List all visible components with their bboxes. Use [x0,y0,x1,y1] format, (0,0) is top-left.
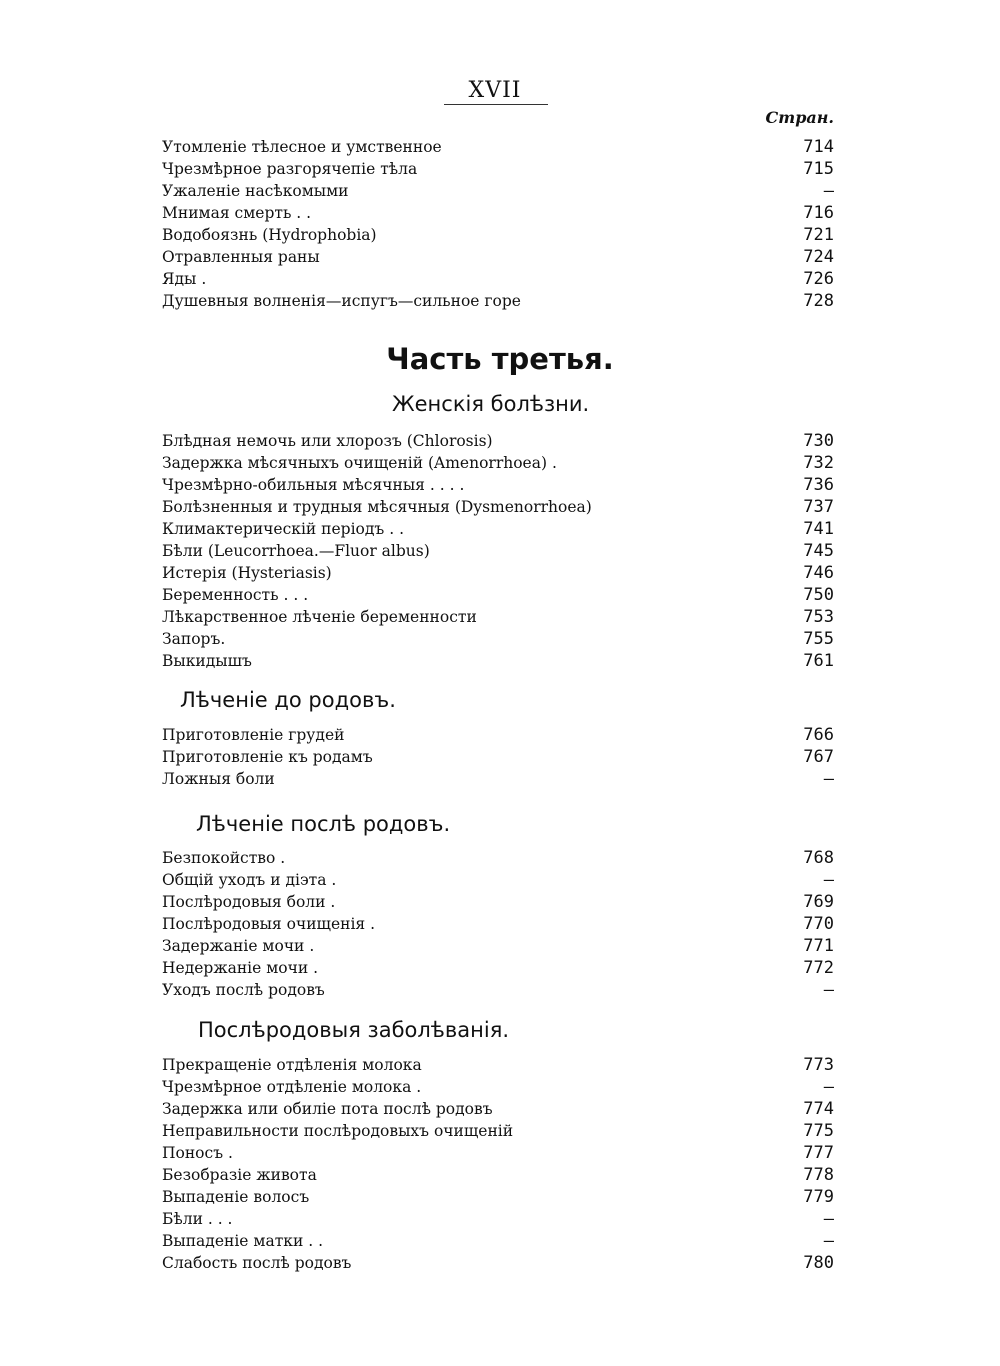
toc-entry [162,628,834,650]
toc-entry [162,1230,834,1252]
toc-entry-title: Безпокойство . [162,849,286,867]
toc-entry-title: Беременность . . . [162,586,309,604]
toc-entry-title: Задержка мѣсячныхъ очищеній (Amenorrhoea) . [162,454,557,472]
toc-entry-title: Задержаніе мочи . [162,937,315,955]
toc-entry-page: 714 [803,137,834,157]
toc-entry-page: 768 [803,848,834,868]
toc-entry [162,136,834,158]
toc-entry [162,224,834,246]
toc-entry-page: 750 [803,585,834,605]
toc-entry-page: 780 [803,1253,834,1273]
toc-entry-title: Мнимая смерть . . [162,204,312,222]
toc-entry [162,268,834,290]
toc-entry [162,1208,834,1230]
toc-entry-page: 766 [803,725,834,745]
toc-entry-title: Выпаденіе волосъ [162,1188,310,1206]
toc-entry [162,768,834,790]
toc-entry-page: — [823,1231,834,1251]
toc-entry [162,1186,834,1208]
toc-entry-title: Запоръ. [162,630,226,648]
toc-entry-title: Послѣродовыя очищенія . [162,915,376,933]
toc-entry-page: 745 [803,541,834,561]
toc-entry-title: Ужаленіе насѣкомыми [162,182,349,200]
part-title: Часть третья. [386,342,614,376]
toc-entry [162,1142,834,1164]
toc-entry-title: Выпаденіе матки . . [162,1232,324,1250]
toc-entry-page: 716 [803,203,834,223]
toc-entry-page: 770 [803,914,834,934]
toc-entry-title: Яды . [162,270,207,288]
toc-entry-page: 771 [803,936,834,956]
toc-entry-title: Болѣзненныя и трудныя мѣсячныя (Dysmenorrhoea) [162,498,592,516]
toc-entry [162,518,834,540]
toc-entry-title: Задержка или обиліе пота послѣ родовъ [162,1100,493,1118]
toc-entry-page: — [823,769,834,789]
toc-entry-page: 769 [803,892,834,912]
toc-entry-page: — [823,870,834,890]
toc-entry-page: 736 [803,475,834,495]
toc-entry-page: 726 [803,269,834,289]
toc-entry [162,606,834,628]
toc-entry-title: Недержаніе мочи . [162,959,319,977]
toc-entry [162,1164,834,1186]
toc-entry [162,724,834,746]
toc-entry-title: Бѣли (Leucorrhoea.—Fluor albus) [162,542,430,560]
toc-list-subsection [162,724,834,790]
toc-entry-page: 730 [803,431,834,451]
toc-list-subsection [162,847,834,1001]
toc-entry-title: Утомленіе тѣлесное и умственное [162,138,442,156]
toc-entry-title: Истерія (Hysteriasis) [162,564,332,582]
toc-entry-title: Отравленныя раны [162,248,320,266]
toc-entry-page: 753 [803,607,834,627]
toc-entry [162,847,834,869]
toc-entry-title: Выкидышъ [162,652,252,670]
toc-list-subsection [162,1054,834,1274]
toc-entry [162,1120,834,1142]
toc-entry-title: Душевныя волненія—испугъ—сильное горе [162,292,521,310]
toc-entry [162,1098,834,1120]
toc-entry-title: Приготовленіе къ родамъ [162,748,373,766]
toc-entry [162,913,834,935]
toc-entry-page: 721 [803,225,834,245]
toc-entry-page: 761 [803,651,834,671]
toc-entry [162,290,834,312]
toc-list-top [162,136,834,312]
toc-entry-page: 737 [803,497,834,517]
toc-entry-page: 767 [803,747,834,767]
toc-entry-title: Безобразіе живота [162,1166,317,1184]
toc-entry [162,1076,834,1098]
toc-entry [162,957,834,979]
toc-entry [162,540,834,562]
toc-entry [162,1054,834,1076]
toc-entry-page: 755 [803,629,834,649]
toc-entry-page: 728 [803,291,834,311]
toc-entry-title: Ложныя боли [162,770,275,788]
toc-entry-title: Общій уходъ и діэта . [162,871,337,889]
toc-entry-title: Бѣли . . . [162,1210,233,1228]
toc-entry-page: — [823,980,834,1000]
toc-entry-page: 774 [803,1099,834,1119]
toc-entry-title: Водобоязнь (Hydrophobia) [162,226,377,244]
page-column-label: Стран. [765,108,834,127]
toc-entry-title: Блѣдная немочь или хлорозъ (Chlorosis) [162,432,493,450]
toc-entry [162,202,834,224]
toc-entry-page: 746 [803,563,834,583]
toc-entry [162,158,834,180]
toc-entry-page: 779 [803,1187,834,1207]
toc-entry [162,452,834,474]
toc-entry-page: 715 [803,159,834,179]
toc-entry [162,562,834,584]
toc-entry [162,496,834,518]
toc-entry-title: Приготовленіе грудей [162,726,345,744]
toc-entry-title: Чрезмѣрно-обильныя мѣсячныя . . . . [162,476,465,494]
toc-entry-page: — [823,1077,834,1097]
toc-entry [162,180,834,202]
toc-entry-page: — [823,181,834,201]
toc-entry [162,869,834,891]
toc-entry-page: 741 [803,519,834,539]
toc-entry [162,246,834,268]
toc-entry-page: 778 [803,1165,834,1185]
toc-entry [162,474,834,496]
toc-entry-title: Уходъ послѣ родовъ [162,981,325,999]
toc-entry [162,430,834,452]
section-title: Женскія болѣзни. [392,392,590,416]
toc-entry [162,584,834,606]
subsection-title: Послѣродовыя заболѣванія. [198,1018,510,1042]
toc-entry [162,746,834,768]
page-number: XVII [468,78,522,103]
toc-entry-title: Климактерическій періодъ . . [162,520,404,538]
toc-entry-page: — [823,1209,834,1229]
toc-entry-page: 775 [803,1121,834,1141]
toc-entry [162,1252,834,1274]
toc-entry-title: Поносъ . [162,1144,233,1162]
toc-entry-title: Послѣродовыя боли . [162,893,336,911]
toc-entry-page: 772 [803,958,834,978]
toc-entry-title: Слабость послѣ родовъ [162,1254,352,1272]
toc-entry [162,979,834,1001]
toc-entry-title: Прекращеніе отдѣленія молока [162,1056,422,1074]
toc-entry-title: Лѣкарственное лѣченіе беременности [162,608,477,626]
toc-entry-page: 773 [803,1055,834,1075]
subsection-title: Лѣченіе до родовъ. [180,688,396,712]
subsection-title: Лѣченіе послѣ родовъ. [196,812,451,836]
toc-entry [162,891,834,913]
header-rule [444,104,548,105]
toc-entry-page: 724 [803,247,834,267]
toc-list-section [162,430,834,672]
toc-entry-title: Неправильности послѣродовыхъ очищеній [162,1122,514,1140]
toc-entry [162,650,834,672]
toc-entry-title: Чрезмѣрное отдѣленіе молока . [162,1078,422,1096]
toc-entry [162,935,834,957]
toc-entry-page: 777 [803,1143,834,1163]
toc-entry-page: 732 [803,453,834,473]
toc-entry-title: Чрезмѣрное разгорячепіе тѣла [162,160,418,178]
